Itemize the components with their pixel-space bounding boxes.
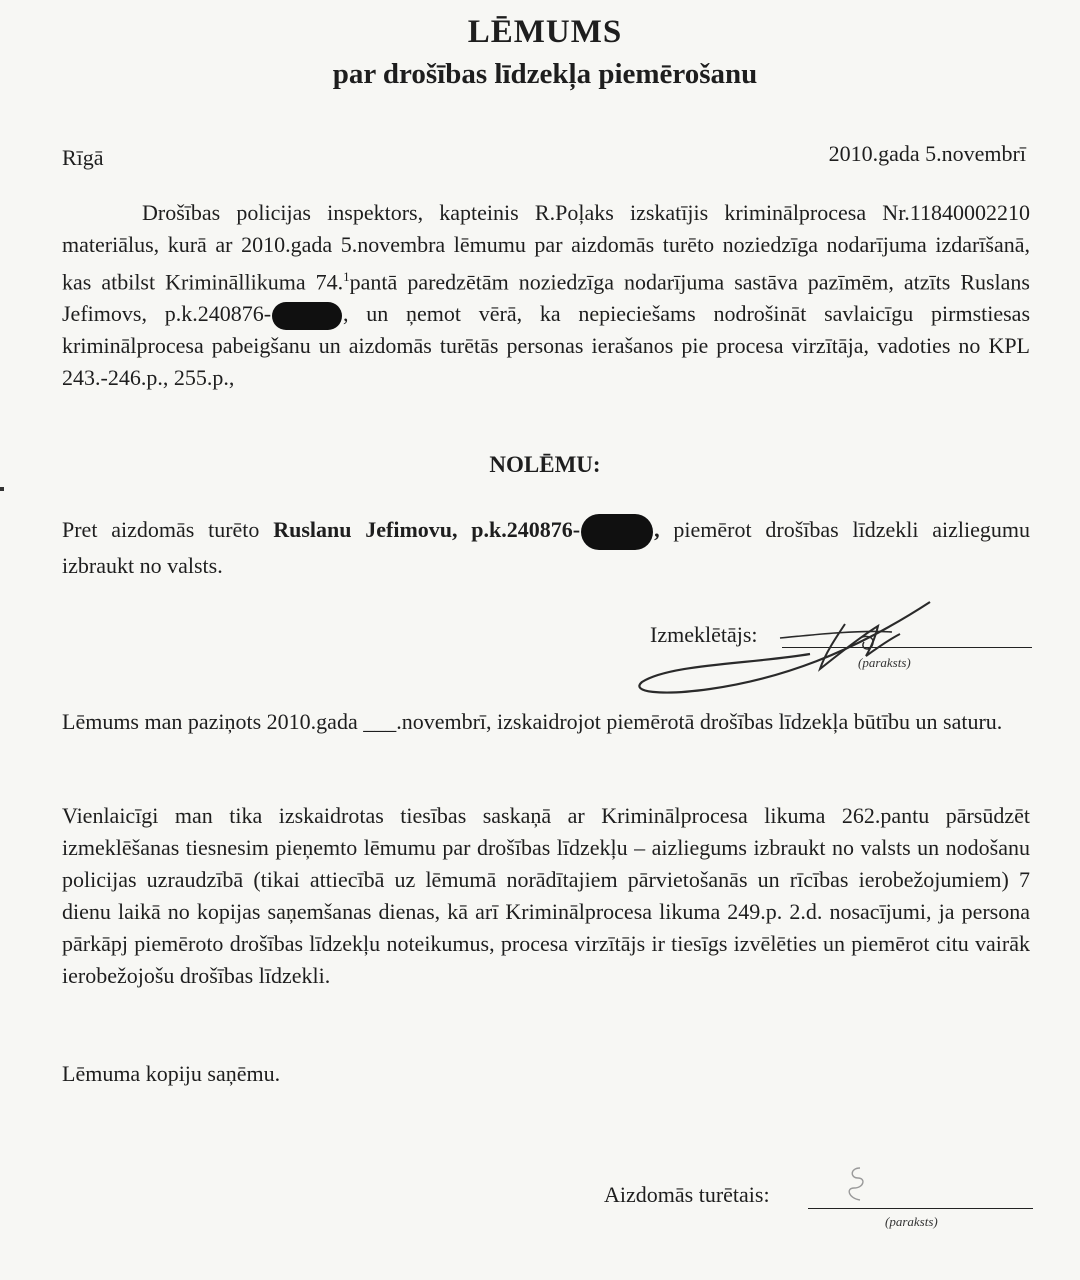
decision-text-before: Pret aizdomās turēto bbox=[62, 517, 274, 543]
intro-superscript: 1 bbox=[343, 269, 350, 284]
suspect-label: Aizdomās turētais: bbox=[604, 1182, 770, 1207]
suspect-signature-caption: (paraksts) bbox=[885, 1214, 938, 1229]
decision-bold-comma: , bbox=[654, 517, 660, 543]
redaction-mark bbox=[272, 302, 342, 330]
rights-paragraph: Vienlaicīgi man tika izskaidrotas tiesības saskaņā ar Kriminālprocesa likuma 262.pantu pārsūdzēt izmeklēšanas tiesnesim pieņemto lēmumu par drošības līdzekļu – aizliegums izbraukt no valsts un nodošanu policijas uzraudzībā (tikai attiecībā uz lēmumā norādītajiem pārvietošanās un rīcības ierobežojumiem) 7 dienu laikā no kopijas saņemšanas dienas, kā arī Kriminālprocesa likuma 249.p. 2.d. nosacījumi, ja persona pārkāpj piemēroto drošības līdzekļu noteikumus, procesa virzītājs ir tiesīgs izvēlēties un piemērot citu vairāk ierobežojošu drošības līdzekli. bbox=[62, 803, 1030, 988]
document-title: LĒMUMS bbox=[467, 14, 623, 50]
decision-paragraph bbox=[62, 514, 1030, 582]
scan-mark bbox=[0, 487, 4, 491]
suspect-signature-line bbox=[808, 1208, 1033, 1209]
document-subtitle: par drošības līdzekļa piemērošanu bbox=[332, 58, 758, 90]
decision-bold-name: Ruslanu Jefimovu, p.k.240876- bbox=[273, 517, 581, 543]
intro-text-part3: , un ņemot vērā, ka nepieciešams nodrošināt savlaicīgu pirmstiesas kriminālprocesa pabeigšanu un aizdomās turētās personas ierašanos pie procesa virzītāja, vadoties no KPL 243.-246.p., 255.p., bbox=[62, 301, 1031, 391]
intro-paragraph bbox=[62, 197, 1030, 394]
intro-text-part2: pantā paredzētām noziedzīga nodarījuma sastāva pazīmēm, atzīts Ruslans Jefimovs, p.k.240876- bbox=[62, 269, 1030, 327]
suspect-signature-image bbox=[838, 1162, 878, 1207]
decision-text-after: piemērot drošības līdzekli aizliegumu izbraukt no valsts. bbox=[62, 517, 1030, 578]
investigator-label: Izmeklētājs: bbox=[650, 622, 758, 647]
investigator-signature-caption: (paraksts) bbox=[858, 655, 911, 670]
intro-text-part1: Drošības policijas inspektors, kapteinis R.Poļaks izskatījis kriminālprocesa Nr.11840002210 materiālus, kurā ar 2010.gada 5.novembra lēmumu par aizdomās turēto noziedzīga nodarījuma izdarīšanā, kas atbilst Krimināllikuma 74. bbox=[62, 200, 1030, 295]
notice-paragraph: Lēmums man paziņots 2010.gada ___.novembrī, izskaidrojot piemērotā drošības līdzekļa būtību un saturu. bbox=[62, 709, 1003, 734]
redaction-mark bbox=[581, 514, 653, 550]
copy-receipt-text: Lēmuma kopiju saņēmu. bbox=[62, 1061, 281, 1086]
place-label: Rīgā bbox=[62, 145, 104, 170]
decision-heading: NOLĒMU: bbox=[489, 452, 601, 477]
investigator-signature-image bbox=[630, 594, 970, 704]
date-label: 2010.gada 5.novembrī bbox=[828, 141, 1026, 166]
